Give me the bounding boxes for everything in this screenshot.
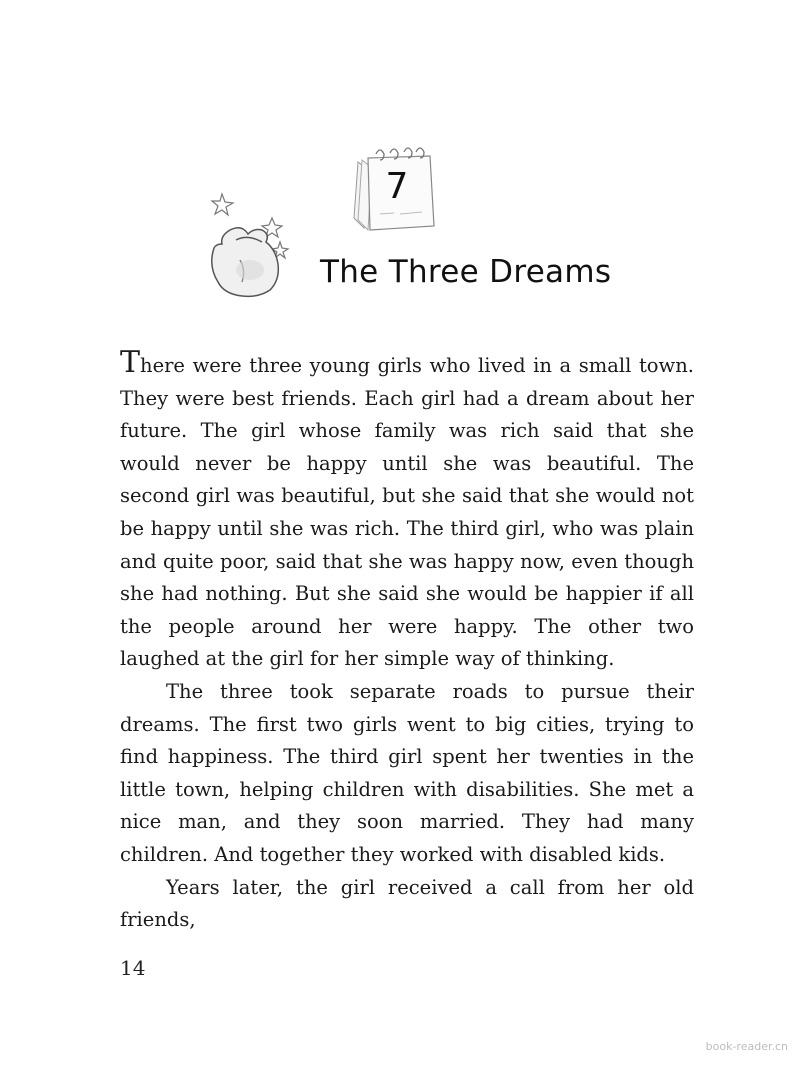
paragraph-1-text: here were three young girls who lived in a small town. They were best friends. Each girl had a dream about her future. The girl whose family was rich said that she would never be happy until she was beautiful. The second girl was beautiful, but she said that she would not be happy until she was rich. The third girl, who was plain and quite poor, said that she was happy now, even though she had nothing. But she said she would be happier if all the people around her were happy. The other two laughed at the girl for her simple way of thinking. [120, 354, 694, 671]
hand-with-stars-illustration [200, 188, 300, 303]
chapter-body [120, 345, 694, 937]
paragraph-3: Years later, the girl received a call from her old friends, [120, 875, 694, 932]
paragraph-1 [120, 345, 694, 676]
chapter-header [0, 0, 800, 320]
page-number: 14 [120, 956, 146, 980]
drop-cap: T [120, 345, 141, 380]
watermark: book-reader.cn [705, 1040, 788, 1053]
chapter-title: The Three Dreams [320, 254, 612, 290]
paragraph-2: The three took separate roads to pursue their dreams. The first two girls went to big cities, trying to find happiness. The third girl spent her twenties in the little town, helping children with disabilities. She met a nice man, and they soon married. They had many children. And together they worked with disabled kids. [120, 679, 694, 866]
chapter-number: 7 [385, 166, 409, 207]
